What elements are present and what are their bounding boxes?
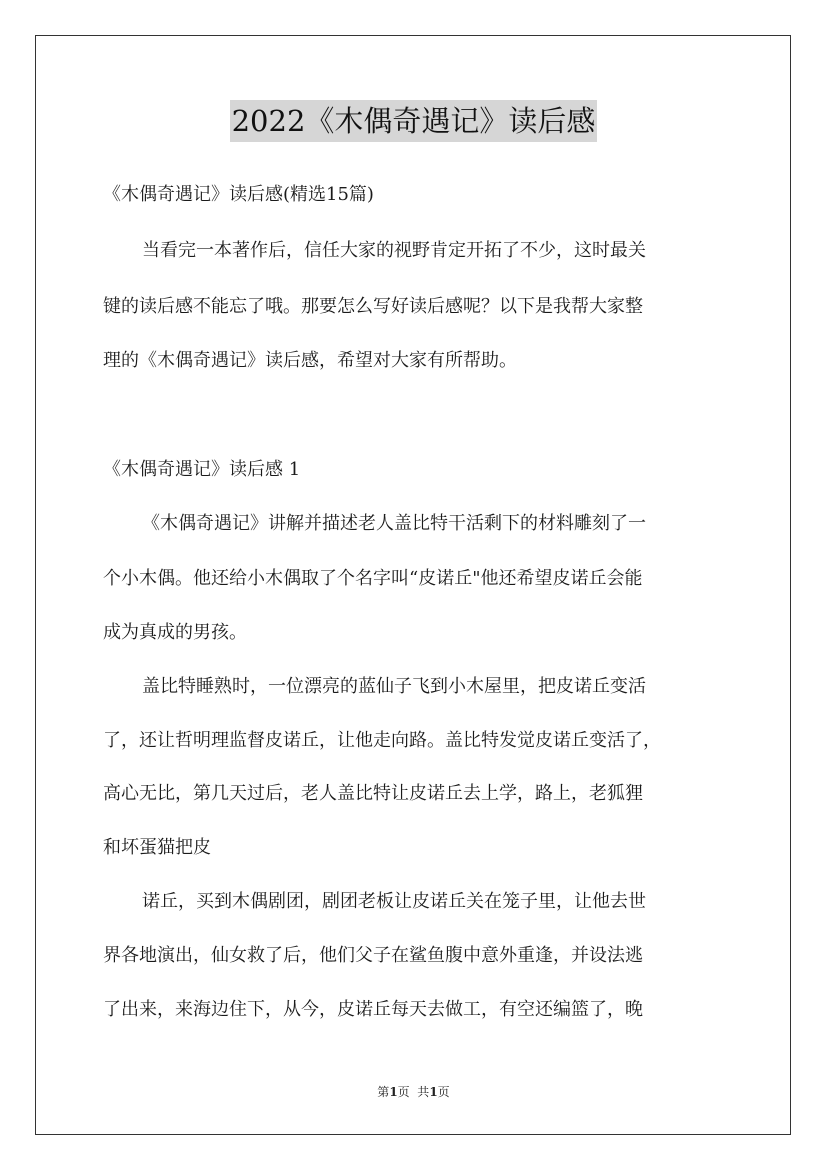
document-title: 2022《木偶奇遇记》读后感 <box>230 100 598 142</box>
paragraph-line: 界各地演出，仙女救了后，他们父子在鲨鱼腹中意外重逢，并设法逃 <box>103 945 643 966</box>
section-heading: 《木偶奇遇记》读后感 1 <box>103 459 301 480</box>
page-mid: 页 共 <box>397 1085 430 1099</box>
paragraph-line: 了，还让哲明理监督皮诺丘，让他走向路。盖比特发觉皮诺丘变活了， <box>103 730 661 751</box>
paragraph-line: 和坏蛋猫把皮 <box>103 837 211 858</box>
page-prefix: 第 <box>377 1085 390 1099</box>
page-total: 1 <box>429 1085 438 1099</box>
intro-line: 理的《木偶奇遇记》读后感，希望对大家有所帮助。 <box>103 350 517 371</box>
paragraph-line: 诺丘，买到木偶剧团，剧团老板让皮诺丘关在笼子里，让他去世 <box>142 891 646 912</box>
intro-line: 键的读后感不能忘了哦。那要怎么写好读后感呢？以下是我帮大家整 <box>103 296 643 317</box>
paragraph-line: 高心无比，第几天过后，老人盖比特让皮诺丘去上学，路上，老狐狸 <box>103 783 643 804</box>
document-subtitle: 《木偶奇遇记》读后感(精选15篇) <box>103 184 374 205</box>
page-suffix: 页 <box>437 1085 450 1099</box>
page-footer <box>0 1083 827 1100</box>
intro-line: 当看完一本著作后，信任大家的视野肯定开拓了不少，这时最关 <box>142 240 646 261</box>
title-container <box>0 100 827 142</box>
page-number: 1 <box>389 1085 398 1099</box>
paragraph-line: 盖比特睡熟时，一位漂亮的蓝仙子飞到小木屋里，把皮诺丘变活 <box>142 676 646 697</box>
paragraph-line: 了出来，来海边住下，从今，皮诺丘每天去做工，有空还编篮了，晚 <box>103 999 643 1020</box>
paragraph-line: 个小木偶。他还给小木偶取了个名字叫“皮诺丘"他还希望皮诺丘会能 <box>103 568 643 589</box>
paragraph-line: 成为真成的男孩。 <box>103 622 247 643</box>
paragraph-line: 《木偶奇遇记》讲解并描述老人盖比特干活剩下的材料雕刻了一 <box>142 513 646 534</box>
